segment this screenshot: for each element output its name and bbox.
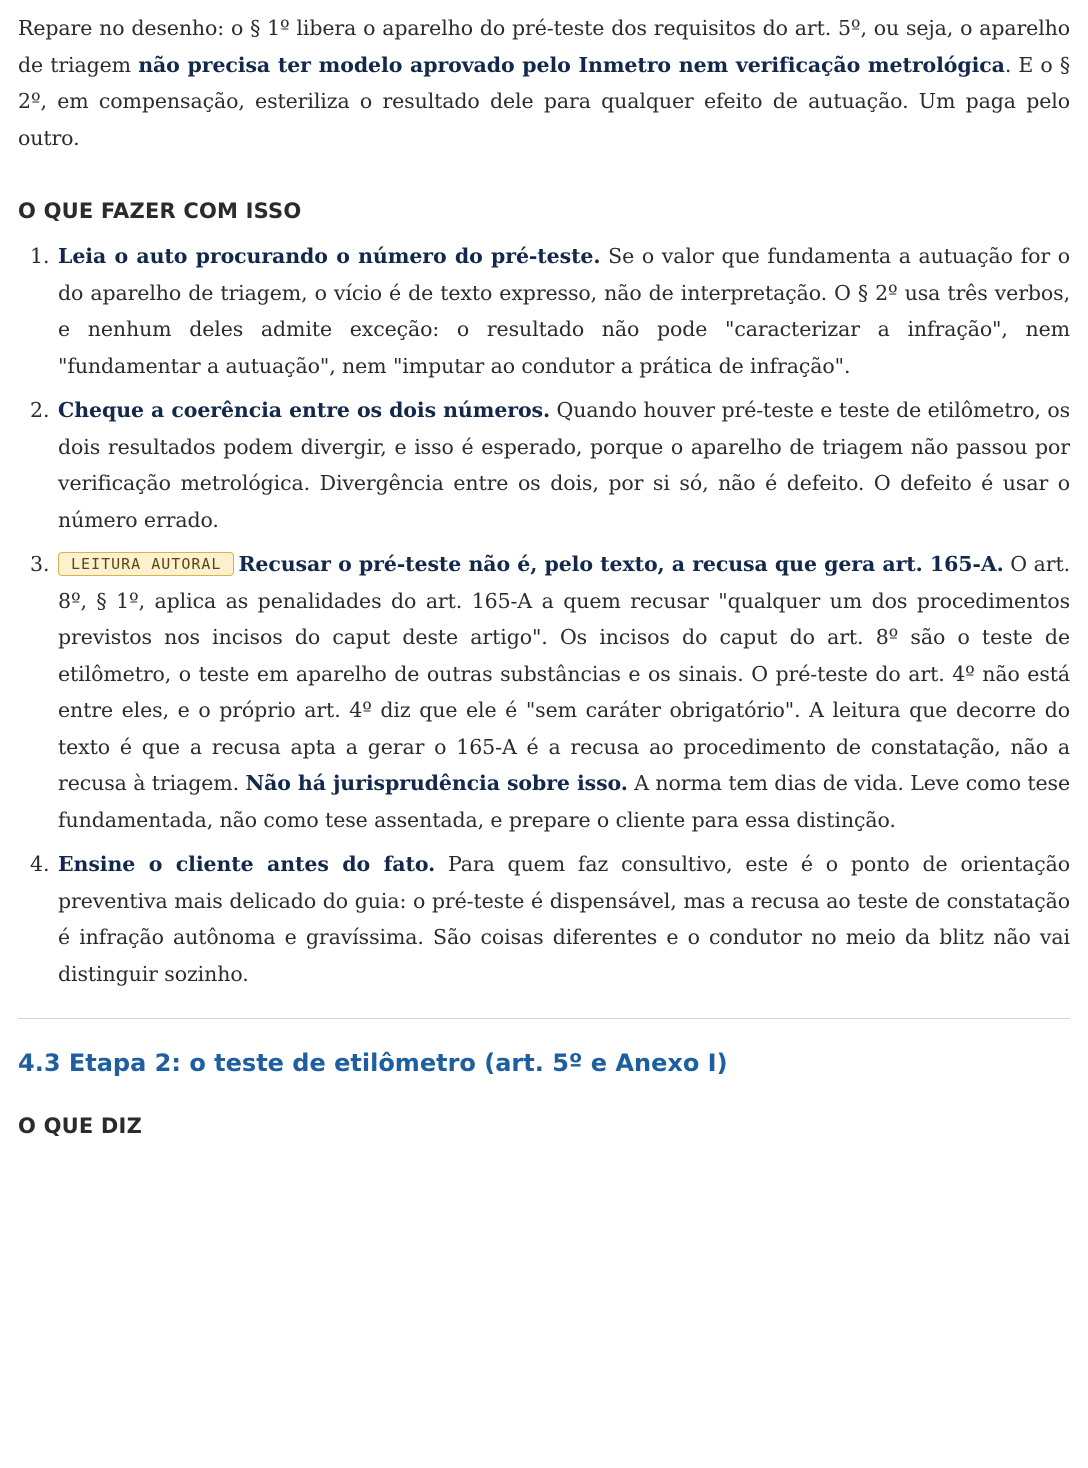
list-item-lead: Ensine o cliente antes do fato. [58, 852, 436, 876]
list-item-text: Se o valor que fundamenta a autuação for o do aparelho de triagem, o vício é de texto expresso, não de interpretação. O § 2º usa três verbos, e nenhum deles admite exceção: o resultado não pode "caracterizar a infração", nem "fundamentar a autuação", nem "imputar ao condutor a prática de infração". [58, 244, 1071, 378]
list-item-text: Para quem faz consultivo, este é o ponto de orientação preventiva mais delicado do guia: o pré-teste é dispensável, mas a recusa ao teste de constatação é infração autônoma e gravíssima. São coisas diferentes e o condutor no meio da blitz não vai distinguir sozinho. [58, 852, 1070, 986]
list-item-number: 3. [30, 552, 50, 576]
list-item-lead: Recusar o pré-teste não é, pelo texto, a recusa que gera art. 165-A. [238, 552, 1004, 576]
list-item-lead: Cheque a coerência entre os dois números. [58, 398, 551, 422]
section-heading: 4.3 Etapa 2: o teste de etilômetro (art. 5º e Anexo I) [18, 1049, 728, 1077]
intro-text-1: Repare no desenho: o § 1º libera o aparelho do pré-teste dos requisitos do art. 5º, ou seja, o aparelho de triagem [18, 16, 1070, 77]
authorial-reading-badge: LEITURA AUTORAL [58, 552, 234, 576]
list-item-number: 4. [30, 852, 50, 876]
intro-emphasis: não precisa ter modelo aprovado pelo Inmetro nem verificação metrológica [138, 52, 1005, 77]
list-item-text-continued: A norma tem dias de vida. Leve como tese fundamentada, não como tese assentada, e prepare o cliente para essa distinção. [58, 771, 1071, 832]
list-item [18, 546, 1070, 838]
list-item-text: O art. 8º, § 1º, aplica as penalidades do art. 165-A a quem recusar "qualquer um dos procedimentos previstos nos incisos do caput deste artigo". Os incisos do caput do art. 8º são o teste de etilômetro, o teste em aparelho de outras substâncias e os sinais. O pré-teste do art. 4º não está entre eles, e o próprio art. 4º diz que ele é "sem caráter obrigatório". A leitura que decorre do texto é que a recusa apta a gerar o 165-A é a recusa ao procedimento de constatação, não a recusa à triagem. [58, 552, 1070, 795]
list-item-emphasis: Não há jurisprudência sobre isso. [245, 771, 628, 795]
intro-text-2: . E o § 2º, em compensação, esteriliza o resultado dele para qualquer efeito de autuação. Um paga pelo outro. [18, 52, 1070, 150]
list-item [18, 846, 1070, 992]
list-item-number: 2. [30, 398, 50, 422]
section-divider [18, 1018, 1070, 1019]
list-item [18, 238, 1070, 384]
intro-paragraph [18, 10, 1070, 156]
list-item-lead: Leia o auto procurando o número do pré-teste. [58, 244, 601, 268]
steps-list [18, 238, 1070, 992]
kicker-what-to-do: O QUE FAZER COM ISSO [18, 199, 302, 223]
list-item [18, 392, 1070, 538]
list-item-text: Quando houver pré-teste e teste de etilômetro, os dois resultados podem divergir, e isso é esperado, porque o aparelho de triagem não passou por verificação metrológica. Divergência entre os dois, por si só, não é defeito. O defeito é usar o número errado. [58, 398, 1070, 532]
list-item-number: 1. [30, 244, 50, 268]
kicker-what-it-says: O QUE DIZ [18, 1114, 142, 1138]
